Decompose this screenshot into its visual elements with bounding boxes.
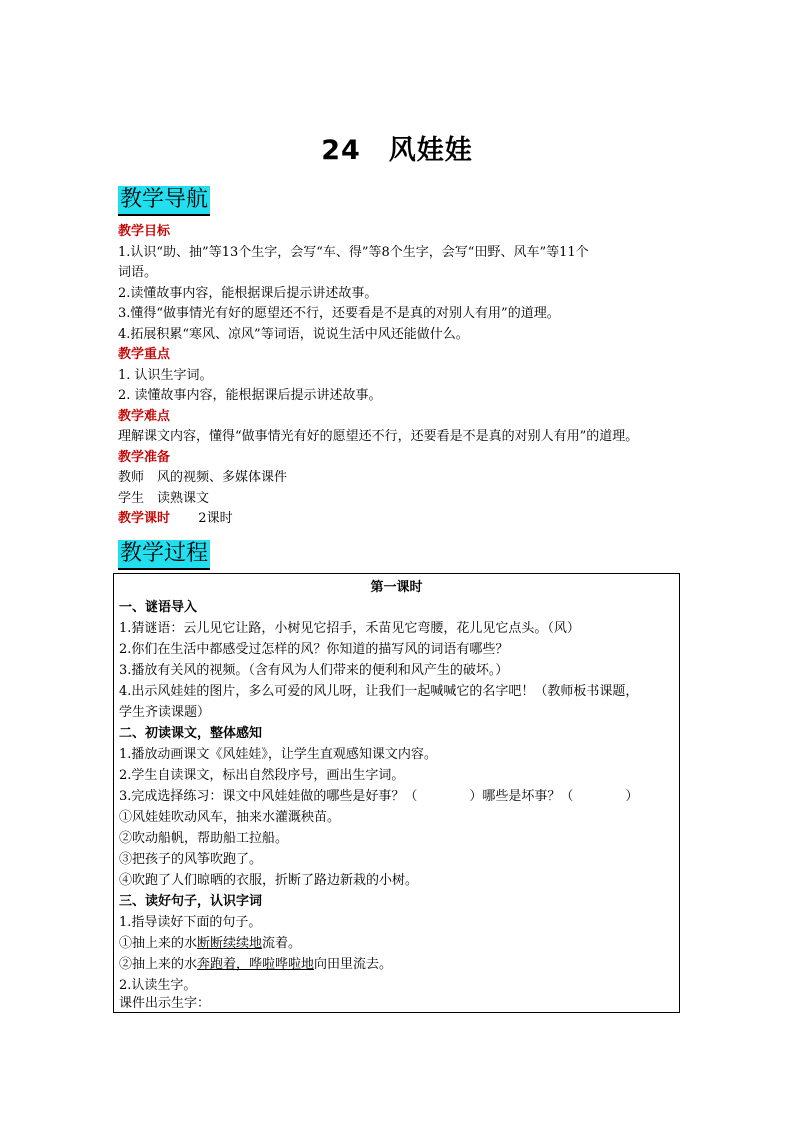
banner-teaching-process: 教学过程: [118, 540, 210, 570]
goal-item: 4.拓展积累“寒风、凉风”等词语，说说生活中风还能做什么。: [118, 326, 469, 342]
lesson-item: 3.完成选择练习：课文中风娃娃做的哪些是好事？（ ）哪些是坏事？（ ）: [119, 789, 639, 804]
lesson-item: 课件出示生字：: [119, 996, 211, 1011]
goals-heading: 教学目标: [118, 224, 171, 239]
goal-item: 3.懂得“做事情光有好的愿望还不行，还要看是不是真的对别人有用”的道理。: [118, 306, 560, 321]
lesson-item: 1.指导读好下面的句子。: [119, 915, 262, 930]
key-points-heading: 教学重点: [118, 347, 171, 362]
sentence-1: [119, 935, 301, 953]
lesson-item: 1.播放动画课文《风娃娃》，让学生直观感知课文内容。: [119, 747, 437, 762]
lesson-item: ④吹跑了人们晾晒的衣服，折断了路边新栽的小树。: [119, 873, 419, 888]
lesson-item: 1.猜谜语：云儿见它让路，小树见它招手，禾苗见它弯腰，花儿见它点头。（风）: [119, 621, 580, 636]
lesson-item: ①风娃娃吹动风车，抽来水灌溉秧苗。: [119, 810, 341, 825]
preparation-item: 教师 风的视频、多媒体课件: [118, 470, 288, 485]
sentence-text: ②抽上来的水: [119, 957, 198, 972]
difficulty-heading: 教学难点: [118, 408, 171, 424]
lesson-item: 2.你们在生活中都感受过怎样的风？你知道的描写风的词语有哪些？: [119, 642, 509, 657]
section-heading: 二、初读课文，整体感知: [119, 726, 263, 741]
class-hours-heading: 教学课时: [118, 511, 171, 526]
lesson-title: 第一课时: [370, 580, 423, 595]
sentence-text: ①抽上来的水: [119, 936, 198, 951]
difficulty-text: 理解课文内容，懂得“做事情光有好的愿望还不行，还要看是不是真的对别人有用”的道理。: [118, 429, 639, 444]
sentence-text: 流着。: [262, 936, 302, 951]
underlined-phrase: 断断续续地: [197, 936, 263, 951]
goal-item: 2.读懂故事内容，能根据课后提示讲述故事。: [118, 285, 378, 301]
class-hours-value: 2课时: [198, 511, 233, 526]
preparation-heading: 教学准备: [118, 449, 171, 465]
lesson-item: 学生齐读课题）: [119, 705, 211, 720]
lesson-item: 2.认读生字。: [119, 978, 197, 993]
key-point-item: 1. 认识生字词。: [118, 367, 213, 383]
key-point-item: 2. 读懂故事内容，能根据课后提示讲述故事。: [118, 388, 382, 403]
lesson-box: [113, 573, 680, 1013]
lesson-item: 2.学生自读课文，标出自然段序号，画出生字词。: [119, 768, 405, 783]
goal-item: 词语。: [118, 265, 158, 280]
section-heading: 三、读好句子，认识字词: [119, 894, 263, 909]
section-heading: 一、谜语导入: [119, 600, 198, 615]
banner-teaching-navigation: 教学导航: [118, 186, 210, 216]
underlined-phrase: 奔跑着，哗啦哗啦地: [197, 957, 315, 972]
lesson-item: 3.播放有关风的视频。（含有风为人们带来的便利和风产生的破坏。）: [119, 663, 509, 678]
lesson-item: 4.出示风娃娃的图片，多么可爱的风儿呀，让我们一起喊喊它的名字吧！（教师板书课题，: [119, 684, 639, 699]
goal-item: 1.认识“助、抽”等13个生字，会写“车、得”等8个生字，会写“田野、风车”等11个: [118, 244, 589, 260]
lesson-item: ②吹动船帆，帮助船工拉船。: [119, 831, 289, 846]
class-hours-row: [118, 509, 678, 530]
sentence-text: 向田里流去。: [314, 957, 393, 972]
teaching-navigation-section: [118, 222, 678, 530]
sentence-2: [119, 956, 392, 974]
preparation-item: 学生 读熟课文: [118, 490, 210, 506]
lesson-item: ③把孩子的风筝吹跑了。: [119, 852, 263, 867]
page-title: 24 风娃娃: [321, 135, 473, 166]
